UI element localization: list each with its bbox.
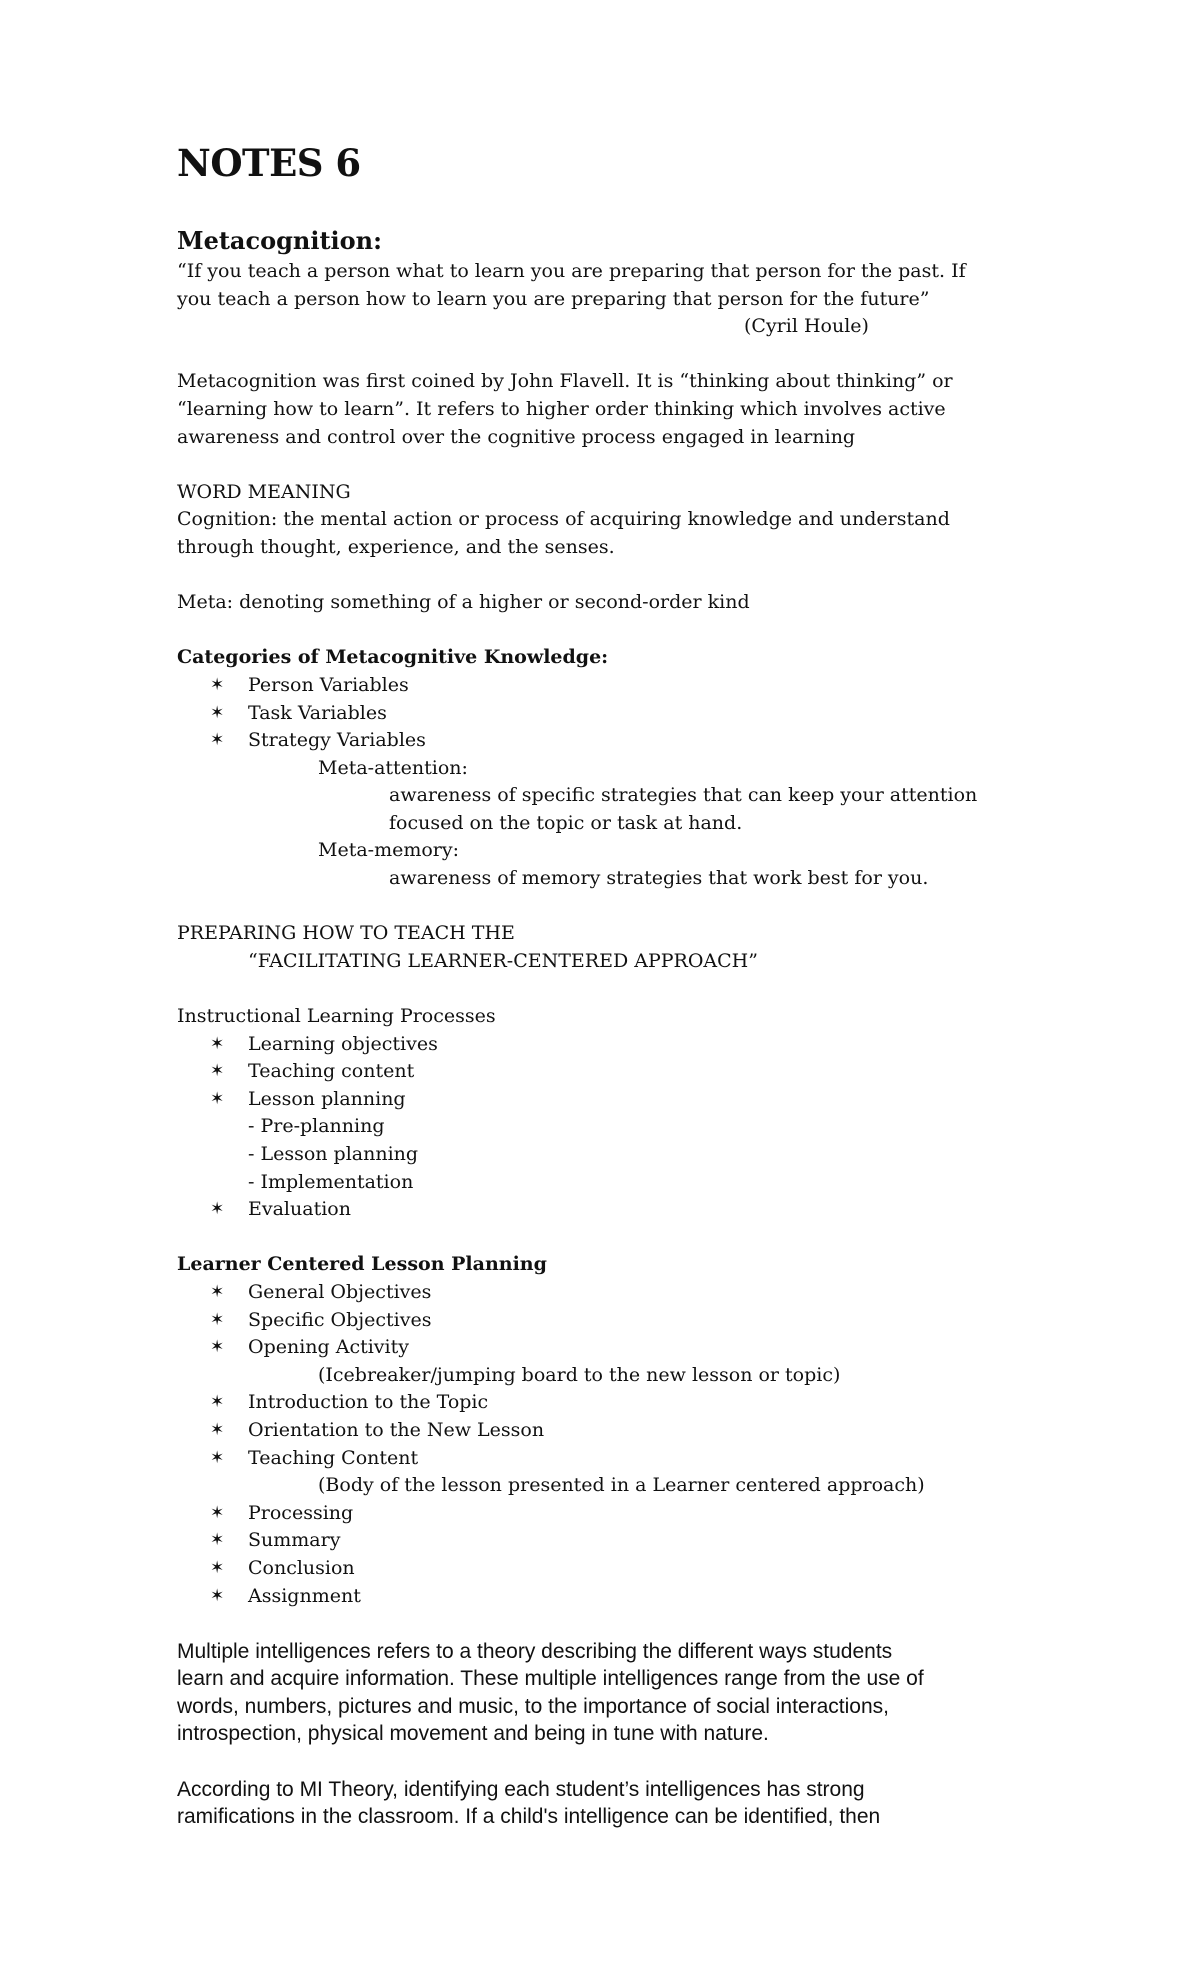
star-bullet-icon: ✶ xyxy=(210,1088,225,1109)
star-bullet-icon: ✶ xyxy=(210,1585,225,1606)
meta-memory-text: awareness of memory strategies that work best for you. xyxy=(389,867,929,890)
categories-heading: Categories of Metacognitive Knowledge: xyxy=(177,646,609,669)
star-bullet-icon: ✶ xyxy=(210,1061,225,1082)
star-bullet-icon: ✶ xyxy=(210,674,225,695)
list-item: ✶ Orientation to the New Lesson xyxy=(177,1417,1057,1445)
sub-list-item: - Lesson planning xyxy=(248,1143,419,1165)
star-bullet-icon: ✶ xyxy=(210,1309,225,1330)
list-item: ✶ Teaching Content xyxy=(177,1445,1057,1473)
list-item: ✶ Task Variables xyxy=(177,700,1057,728)
mi-paragraph-line: introspection, physical movement and being in tune with nature. xyxy=(177,1722,769,1746)
mi-paragraph-line: According to MI Theory, identifying each student’s intelligences has strong xyxy=(177,1777,865,1801)
cognition-definition: through thought, experience, and the senses. xyxy=(177,535,615,558)
list-item: ✶ Person Variables xyxy=(177,672,1057,700)
mi-paragraph-line: ramifications in the classroom. If a child's intelligence can be identified, then xyxy=(177,1805,881,1829)
star-bullet-icon: ✶ xyxy=(210,1447,225,1468)
opening-activity-note: (Icebreaker/jumping board to the new lesson or topic) xyxy=(318,1363,841,1386)
star-bullet-icon: ✶ xyxy=(210,1199,225,1220)
cognition-definition: Cognition: the mental action or process of acquiring knowledge and understand xyxy=(177,508,950,531)
quote-author: (Cyril Houle) xyxy=(744,315,869,338)
definition-line: “learning how to learn”. It refers to higher order thinking which involves active xyxy=(177,397,946,420)
meta-definition: Meta: denoting something of a higher or second-order kind xyxy=(177,591,750,614)
definition-line: awareness and control over the cognitive process engaged in learning xyxy=(177,425,856,448)
page-title: NOTES 6 xyxy=(177,141,361,185)
sub-list-item: - Pre-planning xyxy=(248,1115,385,1138)
list-item: ✶ Lesson planning xyxy=(177,1086,1057,1114)
quote-line: you teach a person how to learn you are preparing that person for the future” xyxy=(177,287,930,310)
list-item: ✶ Summary xyxy=(177,1527,1057,1555)
list-item: ✶ General Objectives xyxy=(177,1279,1057,1307)
list-item: ✶ Specific Objectives xyxy=(177,1307,1057,1335)
meta-attention-text: focused on the topic or task at hand. xyxy=(389,811,743,834)
star-bullet-icon: ✶ xyxy=(210,1557,225,1578)
list-item: ✶ Opening Activity xyxy=(177,1334,1057,1362)
mi-paragraph-line: Multiple intelligences refers to a theory describing the different ways students xyxy=(177,1639,893,1663)
list-item: ✶ Learning objectives xyxy=(177,1031,1057,1059)
star-bullet-icon: ✶ xyxy=(210,1281,225,1302)
sub-list-item: - Implementation xyxy=(248,1170,414,1193)
list-item: ✶ Strategy Variables xyxy=(177,727,1057,755)
list-item: ✶ Assignment xyxy=(177,1583,1057,1611)
star-bullet-icon: ✶ xyxy=(210,1033,225,1054)
instructional-heading: Instructional Learning Processes xyxy=(177,1005,496,1028)
star-bullet-icon: ✶ xyxy=(210,1419,225,1440)
list-item: ✶ Conclusion xyxy=(177,1555,1057,1583)
star-bullet-icon: ✶ xyxy=(210,1502,225,1523)
star-bullet-icon: ✶ xyxy=(210,1392,225,1413)
meta-memory-label: Meta-memory: xyxy=(318,839,460,862)
star-bullet-icon: ✶ xyxy=(210,730,225,751)
lesson-planning-heading: Learner Centered Lesson Planning xyxy=(177,1253,547,1276)
meta-attention-text: awareness of specific strategies that can keep your attention xyxy=(389,784,978,807)
document-body xyxy=(177,224,1057,1831)
star-bullet-icon: ✶ xyxy=(210,1337,225,1358)
list-item: ✶ Introduction to the Topic xyxy=(177,1389,1057,1417)
list-item: ✶ Evaluation xyxy=(177,1196,1057,1224)
metacognition-heading: Metacognition: xyxy=(177,226,382,255)
preparing-heading: PREPARING HOW TO TEACH THE xyxy=(177,922,515,945)
mi-paragraph-line: words, numbers, pictures and music, to the importance of social interactions, xyxy=(177,1694,889,1718)
mi-paragraph-line: learn and acquire information. These multiple intelligences range from the use of xyxy=(177,1667,924,1691)
teaching-content-note: (Body of the lesson presented in a Learner centered approach) xyxy=(318,1474,925,1497)
list-item: ✶ Teaching content xyxy=(177,1058,1057,1086)
definition-line: Metacognition was first coined by John Flavell. It is “thinking about thinking” or xyxy=(177,370,953,393)
meta-attention-label: Meta-attention: xyxy=(318,756,468,779)
preparing-subheading: “FACILITATING LEARNER-CENTERED APPROACH” xyxy=(248,949,758,972)
star-bullet-icon: ✶ xyxy=(210,702,225,723)
word-meaning-heading: WORD MEANING xyxy=(177,480,351,503)
quote-line: “If you teach a person what to learn you are preparing that person for the past. If xyxy=(177,260,966,282)
star-bullet-icon: ✶ xyxy=(210,1530,225,1551)
list-item: ✶ Processing xyxy=(177,1500,1057,1528)
